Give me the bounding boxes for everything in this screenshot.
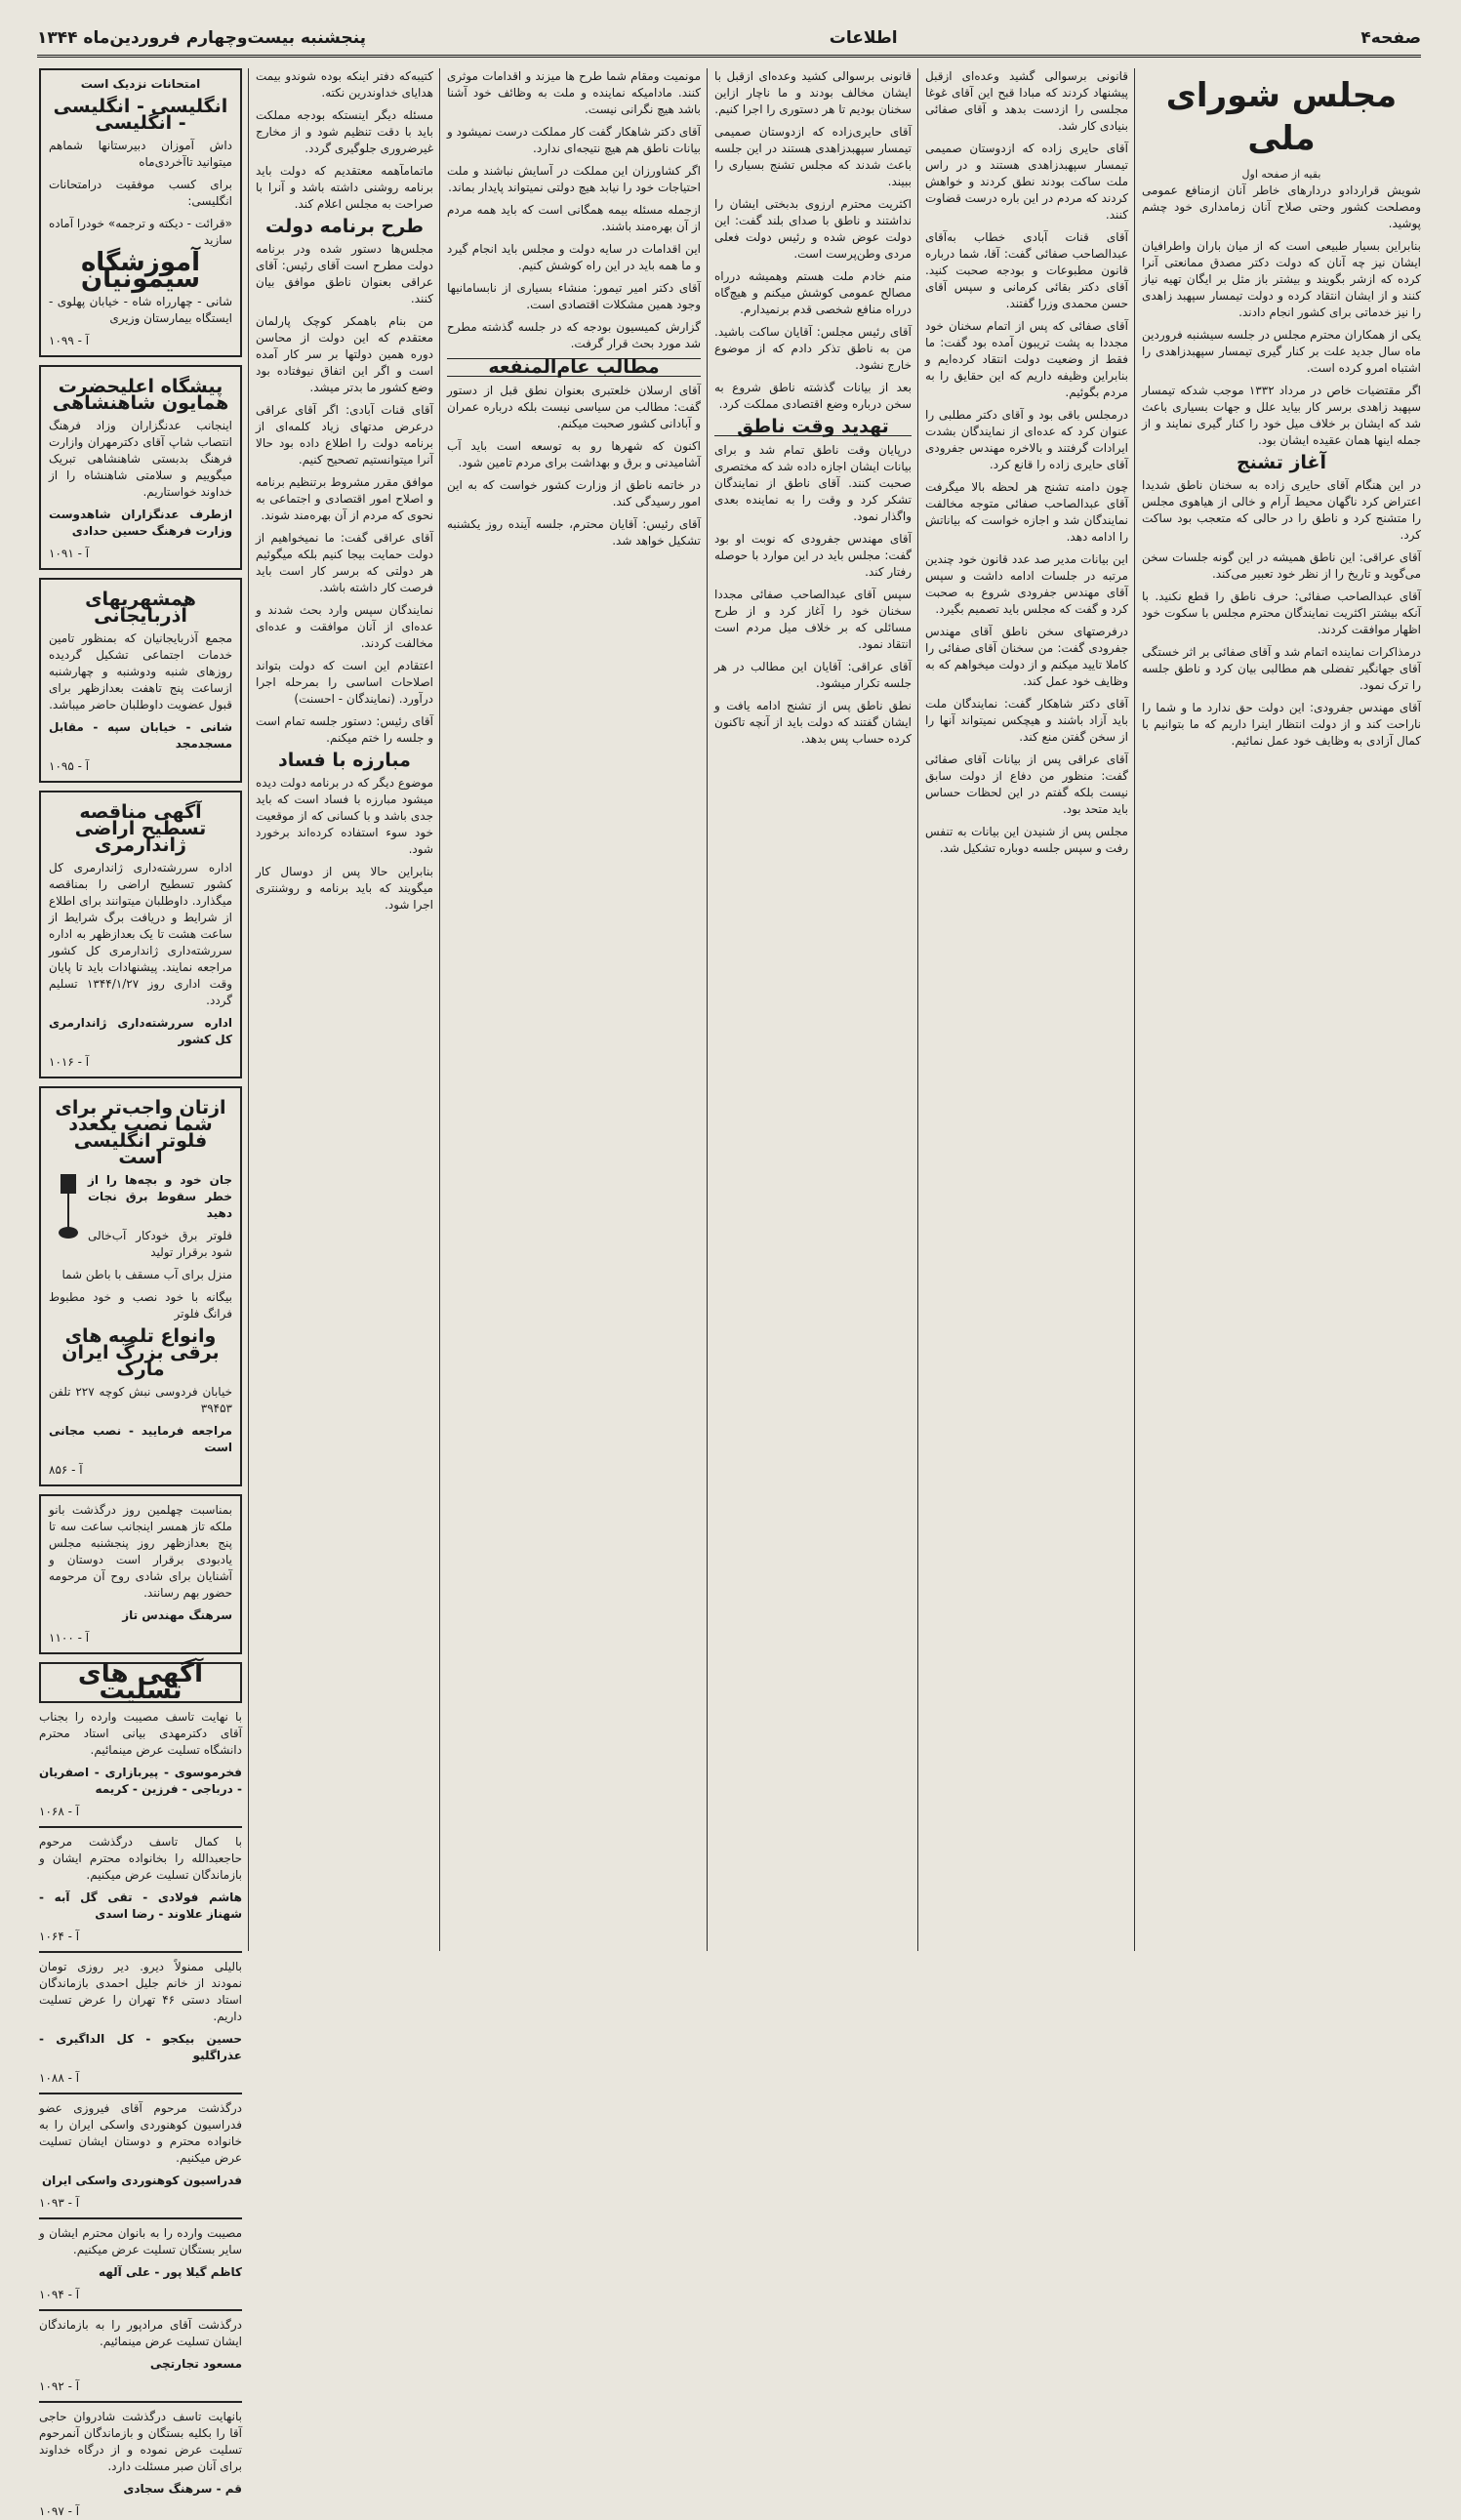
ad-line: برای کسب موفقیت درامتحانات انگلیسی:	[49, 178, 232, 208]
ad-number: آ - ۱۰۶۸	[39, 1805, 80, 1818]
ad-address: شانی - چهارراه شاه - خیابان پهلوی - ایستگاه بیمارستان وزیری	[49, 295, 232, 325]
ad-line: جان خود و بچه‌ها را از خطر سقوط برق نجات دهید	[88, 1173, 232, 1220]
ad-body: مجمع آذربایجانیان که بمنظور تامین خدمات اجتماعی تشکیل گردیده روزهای شنبه ودوشنبه و چهارشنبه ازساعت پنج تاهفت بعدازظهر برای قبول عضویت داوطلبان حاضر میباشد.	[49, 631, 232, 711]
masthead	[37, 21, 1421, 58]
divider	[39, 2401, 242, 2403]
ad-brand-line: وانواع تلمبه های برقی بزرگ ایران مارک	[61, 1325, 220, 1380]
ad-signature: حسین بیکجو - کل الداگیری - عذراگلیو	[39, 2032, 242, 2062]
ad-signature: هاشم فولادی - تقی گل آبه - شهناز علاوند - رضا اسدی	[39, 1890, 242, 1921]
paragraph: آقای صفائی که پس از اتمام سخنان خود مجددا به پشت تریبون آمده بود گفت: ما فقط از وضعیت دولت انتقاد کرده‌ایم و بنابراین وظیفه داریم که این حقایق را به مردم بگوئیم.	[925, 319, 1128, 399]
ad-number: آ - ۱۰۸۸	[39, 2071, 80, 2085]
paragraph: اگر مقتضیات خاص در مرداد ۱۳۳۲ موجب شدکه تیمسار سپهبد زاهدی برسر کار بیاید علل و جهات بسیاری باعث شد که ایشان بر خلاف میل خود را کنار گیری نمایند و از جمله اینها همان عقیده ایشان بود.	[1142, 384, 1421, 447]
ad-congrats	[39, 365, 242, 570]
ads-column	[39, 68, 242, 2518]
paragraph: آقای دکتر امیر تیمور: منشاء بسیاری از نابسامانیها وجود همین مشکلات اقتصادی است.	[447, 281, 701, 311]
paragraph: درمذاکرات نماینده اتمام شد و آقای صفائی بر اثر خستگی آقای جهانگیر تفضلی هم مطالبی بیان کرد و ناطق جلسه را ترک نمود.	[1142, 645, 1421, 692]
ad-body: اداره سررشته‌داری ژاندارمری کل کشور تسطیح اراضی را بمناقصه میگذارد. داوطلبان میتوانند برای اطلاع از شرایط و دریافت برگ شرایط از ساعت هشت تا یک بعدازظهر به اداره سررشته‌داری ژاندارمری کل کشور مراجعه نمایند. پیشنهادات باید تا پایان وقت اداری روز ۱۳۴۴/۱/۲۷ تسلیم گردد.	[49, 861, 232, 1007]
ad-signature: کاظم گیلا پور - علی آلهه	[98, 2265, 242, 2279]
divider	[39, 1951, 242, 1953]
paragraph: مونمیت ومقام شما طرح ها میزند و اقدامات موثری کنند. مادامیکه نماینده و ملت به وظائف خود آشنا باشد هیچ نگرانی نیست.	[447, 69, 701, 116]
ad-line: مراجعه فرمایید - نصب مجانی است	[49, 1424, 232, 1454]
ad-headline: آگهی مناقصه تسطیح اراضی ژاندارمری	[74, 801, 207, 856]
paragraph: یکی از همکاران محترم مجلس در جلسه سیشنبه فروردین ماه سال جدید علت بر کنار گیری تیمسار سپهبدزاهدی را اشتباه امرو کرده است.	[1142, 328, 1421, 375]
paragraph: گزارش کمیسیون بودجه که در جلسه گذشته مطرح شد مورد بحث قرار گرفت.	[447, 320, 701, 350]
paragraph: آقای رئیس: دستور جلسه تمام است و جلسه را ختم میکنم.	[256, 714, 433, 745]
paragraph: این اقدامات در سایه دولت و مجلس باید انجام گیرد و ما همه باید در این راه کوشش کنیم.	[447, 242, 701, 272]
ad-line: «قرائت - دیکته و ترجمه» خودرا آماده سازید	[49, 217, 232, 247]
ad-number: آ - ۸۵۶	[49, 1463, 83, 1477]
ad-number: آ - ۱۰۹۹	[49, 334, 90, 347]
condolence-1	[39, 1709, 242, 1828]
ad-number: آ - ۱۰۶۴	[39, 1930, 80, 1943]
paragraph: در این هنگام آقای حایری زاده به سخنان ناطق شدیدا اعتراض کرد ناگهان محیط آرام و خالی از هیاهوی مجلس را متشنج کرد و ناطق را در حالی که متعجب بود ساکت کرد.	[1142, 478, 1421, 542]
column-majlis	[1142, 68, 1421, 1951]
paragraph: نمایندگان سپس وارد بحث شدند و عده‌ای از آنان موافقت و عده‌ای مخالفت کردند.	[256, 603, 433, 650]
issue-date: پنجشنبه بیست‌وچهارم فروردین‌ماه ۱۳۴۴	[37, 28, 367, 48]
paragraph: ماتمامآهمه معتقدیم که دولت باید برنامه روشنی داشته باشد و آنرا با صراحت به مجلس اعلام کند.	[256, 164, 433, 211]
float-switch-icon	[49, 1172, 88, 1240]
condolences-heading: آگهی های تسلیت	[39, 1662, 242, 1703]
ad-body: با کمال تاسف درگذشت مرحوم حاجعبدالله را بخانواده محترم ایشان و بازماندگان تسلیت عرض میکنیم.	[39, 1835, 242, 1882]
ad-memorial	[39, 1494, 242, 1654]
paragraph: آقای دکتر شاهکار گفت کار مملکت درست نمیشود و بیانات ناطق هم هیچ نتیجه‌ای ندارد.	[447, 125, 701, 155]
column-2	[925, 68, 1128, 1951]
condolence-6	[39, 2317, 242, 2403]
paragraph: قانونی برسوالی کشید وعده‌ای ازقبل با ایشان مخالف بودند و ما ناچار ازاین سخنان بودیم تا هر دستوری را اجرا کنیم.	[714, 69, 912, 116]
paragraph: مجلس‌ها دستور شده ودر برنامه دولت مطرح است آقای رئیس: آقای عراقی بعنوان ناطق موافق بیان کنند.	[256, 242, 433, 305]
ad-school-name: آموزشگاه سیمونیان	[80, 248, 201, 294]
paragraph: چون دامنه تشنج هر لحظه بالا میگرفت آقای عبدالصاحب صفائی متوجه مخالفت نمایندگان شد و اجازه خواست که بیاناتش را ادامه دهد.	[925, 480, 1128, 544]
ad-body: بانهایت تاسف درگذشت شادروان حاجی آقا را بکلیه بستگان و بازماندگان آنمرحوم تسلیت عرض نموده و از درگاه خداوند برای آنان صبر مسئلت دارد.	[39, 2410, 242, 2473]
ad-signature: شانی - خیابان سپه - مقابل مسجدمجد	[49, 720, 232, 751]
ad-body: اینجانب عدنگزاران وزاد فرهنگ انتصاب شاپ آقای دکترمهران وازارت فرهنگ بدبستی شاهنشاهی تبریک میگوییم و سلامتی شاهنشاه را از خداوند خواستاریم.	[49, 419, 232, 499]
ad-signature: ازطرف عدنگزاران شاهدوست وزارت فرهنگ حسین حدادی	[49, 508, 232, 538]
paper-name: اطلاعات	[829, 28, 898, 48]
ad-line: فلوتر برق خودکار آب‌خالی شود برقرار تولید	[88, 1229, 232, 1259]
paragraph: آقای قنات آبادی خطاب به‌آقای عبدالصاحب صفائی گفت: آقا، شما درباره قانون مطبوعات و بودجه صحبت کنید. آقای دکتر بقائی کرمانی و سپس آقای حسن محمدی وزرا گفتند.	[925, 230, 1128, 310]
ad-body: با نهایت تاسف مصیبت وارده را بجناب آقای دکترمهدی بیانی استاد محترم دانشگاه تسلیت عرض مینمائیم.	[39, 1710, 242, 1757]
column-4	[447, 68, 701, 1951]
paragraph: آقای حایری زاده که ازدوستان صمیمی تیمسار سپهبدزاهدی هستند و در راس ملت ساکت بودند نطق کردند و خواهش کردند که مردم در این باره درست قضاوت کنند.	[925, 142, 1128, 222]
divider	[39, 2093, 242, 2094]
paragraph: آقای قنات آبادی: اگر آقای عراقی درعرض مدتهای زیاد کلمه‌ای از برنامه دولت را اطلاع داده بود حالا آنرا میتوانستیم تصحیح کنیم.	[256, 403, 433, 467]
paragraph: بنابراین بسیار طبیعی است که از میان باران واطرافیان ایشان نیز چه آنان که دولت دکتر مصدق ممانعتی آنرا کرده که ازشر بگویند و بیشتر باز مثل بر ایگان تهیه نیاز کنند و از ایشان انتقاد کرده و دولت تیمسار سپهبد زاهدی را نیز خدماتی برای کشور انجام دادند.	[1142, 239, 1421, 319]
paragraph: آقای عراقی پس از بیانات آقای صفائی گفت: منظور من دفاع از دولت سابق نیست بلکه گفتم در این لحظات حساس باید متحد بود.	[925, 752, 1128, 816]
ad-signature: سرهنگ مهندس تاز	[122, 1608, 232, 1622]
ad-top-line: امتحانات نزدیک است	[80, 77, 201, 91]
paragraph: آقای مهندس جفرودی: این دولت حق ندارد ما و شما را ناراحت کند و از دولت انتظار اینرا داریم که ما بتوانیم با کمال آزادی به وظایف خود عمل نمائیم.	[1142, 701, 1421, 748]
paragraph: اگر کشاورزان این مملکت در آسایش نباشند و ملت احتیاجات خود را نیابد هیچ دولتی نمیتواند پایدار بماند.	[447, 164, 701, 194]
ad-float-switch	[39, 1086, 242, 1486]
paragraph: اعتقادم این است که دولت بتواند اصلاحات اساسی را بمرحله اجرا درآورد. (نمایندگان - احسنت)	[256, 659, 433, 706]
paragraph: موافق مقرر مشروط برتنظیم برنامه و اصلاح امور اقتصادی و اجتماعی به نحوی که مردم از آن بهره‌مند شوند.	[256, 475, 433, 522]
ad-signature: قم - سرهنگ سجادی	[123, 2482, 242, 2496]
ad-azerbaijan	[39, 578, 242, 783]
paragraph: درپایان وقت ناطق تمام شد و برای بیانات ایشان اجازه داده شد که مختصری صحبت کنند. آقای ناطق از نمایندگان تشکر کرد و وقت را به نماینده بعدی واگذار نمود.	[714, 443, 912, 523]
paragraph: شویش قراردادو دردارهای خاطر آنان ازمنافع عمومی ومصلحت کشور وحتی صلاح آنان زمامداری خود چشم پوشید.	[1142, 183, 1421, 230]
paragraph: درفرصتهای سخن ناطق آقای مهندس جفرودی گفت: من سخنان آقای صفائی را کاملا تایید میکنم و از دولت میخواهم که به وظایف خود عمل کند.	[925, 625, 1128, 688]
ad-english-school	[39, 68, 242, 357]
paragraph: در خاتمه ناطق از وزارت کشور خواست که به این امور رسیدگی کند.	[447, 478, 701, 508]
ad-line: بیگانه با خود نصب و خود مطبوط فرانگ فلوتر	[49, 1290, 232, 1321]
divider	[39, 1826, 242, 1828]
condolence-2	[39, 1834, 242, 1953]
ad-number: آ - ۱۰۹۲	[39, 2379, 80, 2393]
paragraph: من بنام باهمکر کوچک پارلمان معتقدم که این دولت از محاسن دوره همین دولتها بر سر کار آمده است و اگر این اتفاق نیوفتاده بود وضع کشور ما بدتر میشد.	[256, 314, 433, 394]
column-rule	[1134, 68, 1135, 1951]
paragraph: بنابراین حالا پس از دوسال کار میگویند که باید برنامه و روشنتری اجرا شود.	[256, 865, 433, 912]
paragraph: کتیبه‌که دفتر اینکه بوده شوندو بیمت هدایای خداوندرین نکته.	[256, 69, 433, 100]
condolence-4	[39, 2100, 242, 2219]
ad-signature: فخرموسوی - پیربازاری - اصفریان - درباجی - فرزین - کریمه	[39, 1766, 242, 1796]
paragraph: آقای عبدالصاحب صفائی: حرف ناطق را قطع نکنید. با آنکه بیشتر اکثریت نمایندگان محترم مجلس با سکوت خود اظهار موافقت کردند.	[1142, 589, 1421, 636]
ad-body: درگذشت مرحوم آقای فیروزی عضو فدراسیون کوهنوردی واسکی ایران را به خانواده محترم و دوستان ایشان تسلیت عرض میکنیم.	[39, 2101, 242, 2165]
ad-headline: همشهریهای آذربایجانی	[85, 589, 196, 627]
paragraph: آقای عراقی: این ناطق همیشه در این گونه جلسات سخن می‌گوید و تاریخ را از نظر خود تعبیر می‌کند.	[1142, 550, 1421, 581]
ad-number: آ - ۱۰۹۷	[39, 2504, 80, 2518]
column-rule	[248, 68, 249, 1951]
ad-headline: ازتان واجب‌تر برای شما نصب یکعدد فلوتر انگلیسی است	[55, 1097, 226, 1168]
ad-headline: پیشگاه اعلیحضرت همایون شاهنشاهی	[52, 376, 229, 414]
condolence-7	[39, 2409, 242, 2520]
ad-number: آ - ۱۱۰۰	[49, 1631, 90, 1645]
paragraph: درمجلس باقی بود و آقای دکتر مطلبی را عنوان کرد که عده‌ای از نمایندگان بشدت ایرادات گرفتند و بالاخره مهندس جفرودی آقای حایری زاده را قانع کرد.	[925, 408, 1128, 471]
divider	[39, 2309, 242, 2311]
paragraph: این بیانات مدیر صد عدد قانون خود چندین مرتبه در جلسات ادامه داشت و سپس آقای مهندس جفرودی شروع به صحبت کرد و گفت که مجلس باید تصمیم بگیرد.	[925, 552, 1128, 616]
ad-signature: اداره سررشته‌داری ژاندارمری کل کشور	[49, 1016, 232, 1046]
ad-signature: فدراسیون کوهنوردی واسکی ایران	[41, 2174, 242, 2187]
ad-tender	[39, 791, 242, 1078]
column-3	[714, 68, 912, 1951]
paragraph: سپس آقای عبدالصاحب صفائی مجددا سخنان خود را آغاز کرد و از طرح مسائلی که بر خلاف میل مردم است انتقاد نمود.	[714, 588, 912, 651]
section-heading: مطالب عام‌المنفعه	[447, 358, 701, 377]
column-rule	[707, 68, 708, 1951]
ad-headline: انگلیسی - انگلیسی - انگلیسی	[53, 96, 228, 134]
paragraph: اکثریت محترم ارزوی بدبختی ایشان را نداشتند و ناطق با صدای بلند گفت: این دولت عوض شده و رئیس دولت فعلی مردی وطن‌پرست است.	[714, 197, 912, 261]
ad-number: آ - ۱۰۱۶	[49, 1055, 90, 1069]
column-rule	[917, 68, 918, 1951]
paragraph: مسئله دیگر اینستکه بودجه مملکت باید با دقت تنظیم شود و از مخارج غیرضروری جلوگیری گردد.	[256, 108, 433, 155]
column-5	[256, 68, 433, 1951]
paragraph: مجلس پس از شنیدن این بیانات به تنفس رفت و سپس جلسه دوباره تشکیل شد.	[925, 825, 1128, 855]
section-heading: مبارزه با فساد	[278, 750, 411, 771]
paragraph: ازجمله مسئله بیمه همگانی است که باید همه مردم از آن بهره‌مند باشند.	[447, 203, 701, 233]
paragraph: آقای مهندس جفرودی که نوبت او بود گفت: مجلس باید در این موارد با حوصله رفتار کند.	[714, 532, 912, 579]
column-rule	[439, 68, 440, 1951]
ad-number: آ - ۱۰۹۱	[49, 547, 90, 560]
ad-signature: مسعود تجارتچی	[149, 2357, 242, 2371]
paragraph: نطق ناطق پس از تشنج ادامه یافت و ایشان گفتند که دولت باید از آنچه تاکنون کرده حساب پس بدهد.	[714, 699, 912, 746]
article-title: مجلس شورای ملی	[1165, 76, 1398, 158]
ad-body: مصیبت وارده را به بانوان محترم ایشان و سایر بستگان تسلیت عرض میکنیم.	[39, 2226, 242, 2256]
ad-line: داش آموزان دبیرستانها شماهم میتوانید تاآخردی‌ماه	[49, 139, 232, 169]
ad-body: درگذشت آقای مرادپور را به بازماندگان ایشان تسلیت عرض مینمائیم.	[39, 2318, 242, 2348]
ad-number: آ - ۱۰۹۵	[49, 759, 90, 773]
ad-number: آ - ۱۰۹۴	[39, 2288, 80, 2301]
paragraph: آقای عراقی: آقایان این مطالب در هر جلسه تکرار میشود.	[714, 660, 912, 690]
condolence-3	[39, 1959, 242, 2094]
ad-line: منزل برای آب مسقف با باطن شما	[61, 1268, 232, 1281]
section-heading: تهدید وقت ناطق	[714, 419, 912, 436]
paragraph: بعد از بیانات گذشته ناطق شروع به سخن درباره وضع اقتصادی مملکت کرد.	[714, 381, 912, 411]
ad-address: خیابان فردوسی نبش کوچه ۲۲۷ تلفن ۳۹۴۵۳	[49, 1385, 232, 1415]
section-heading: طرح برنامه دولت	[265, 216, 424, 237]
paragraph: آقای حایری‌زاده که ازدوستان صمیمی تیمسار سپهبدزاهدی هستند در این جلسه باعث شدند که مجلس تشنج بسیاری را ببیند.	[714, 125, 912, 188]
ad-body: بمناسبت چهلمین روز درگذشت بانو ملکه تاز همسر اینجانب ساعت سه تا پنج بعدازظهر روز پنجشنبه مجلس یادبودی برقرار است دوستان و آشنایان برای شادی روح آن مرحومه حضور بهم رسانند.	[49, 1503, 232, 1600]
paragraph: آقای دکتر شاهکار گفت: نمایندگان ملت باید آزاد باشند و هیچکس نمیتواند آنها را از سخن گفتن منع کند.	[925, 697, 1128, 744]
article-continued: بقیه از صفحه اول	[1241, 168, 1321, 181]
paragraph: اکنون که شهرها رو به توسعه است باید آب آشامیدنی و برق و بهداشت برای مردم تامین شود.	[447, 439, 701, 469]
paragraph: قانونی برسوالی گشید وعده‌ای ازقبل پیشنهاد کردند که مبادا قبح این آقای غوغا مجلسی را ازدست بدهد و آقای صفائی بنیادی کار شد.	[925, 69, 1128, 133]
paragraph: آقای رئیس مجلس: آقایان ساکت باشید. من به ناطق تذکر دادم که از موضوع خارج نشود.	[714, 325, 912, 372]
paragraph: آقای رئیس: آقایان محترم، جلسه آینده روز یکشنبه تشکیل خواهد شد.	[447, 517, 701, 548]
section-heading: آغاز تشنج	[1236, 452, 1327, 473]
divider	[39, 2217, 242, 2219]
paragraph: منم خادم ملت هستم وهمیشه درراه مصالح عمومی کوشش میکنم و هیچ‌گاه درراه منافع شخصی قدم برنمیدارم.	[714, 269, 912, 316]
page-number: صفحه۴	[1360, 28, 1421, 48]
condolence-5	[39, 2225, 242, 2311]
ad-number: آ - ۱۰۹۳	[39, 2196, 80, 2210]
paragraph: آقای عراقی گفت: ما نمیخواهیم از دولت حمایت بیجا کنیم بلکه میگوئیم هر دولتی که برسر کار است باید فرصت کار داشته باشد.	[256, 531, 433, 594]
paragraph: موضوع دیگر که در برنامه دولت دیده میشود مبارزه با فساد است که باید جدی باشد و با کسانی که از موقعیت خود سوء استفاده کرده‌اند برخورد شود.	[256, 776, 433, 856]
paragraph: آقای ارسلان خلعتبری بعنوان نطق قبل از دستور گفت: مطالب من سیاسی نیست بلکه درباره عمران و آبادانی کشور صحبت میکنم.	[447, 384, 701, 430]
ad-body: بالیلی ممنولاً دیرو. دیر روزی تومان نمودند از خانم جلیل احمدی بازماندگان استاد دستی ۴۶ تهران را عرض تسلیت داریم.	[39, 1960, 242, 2023]
